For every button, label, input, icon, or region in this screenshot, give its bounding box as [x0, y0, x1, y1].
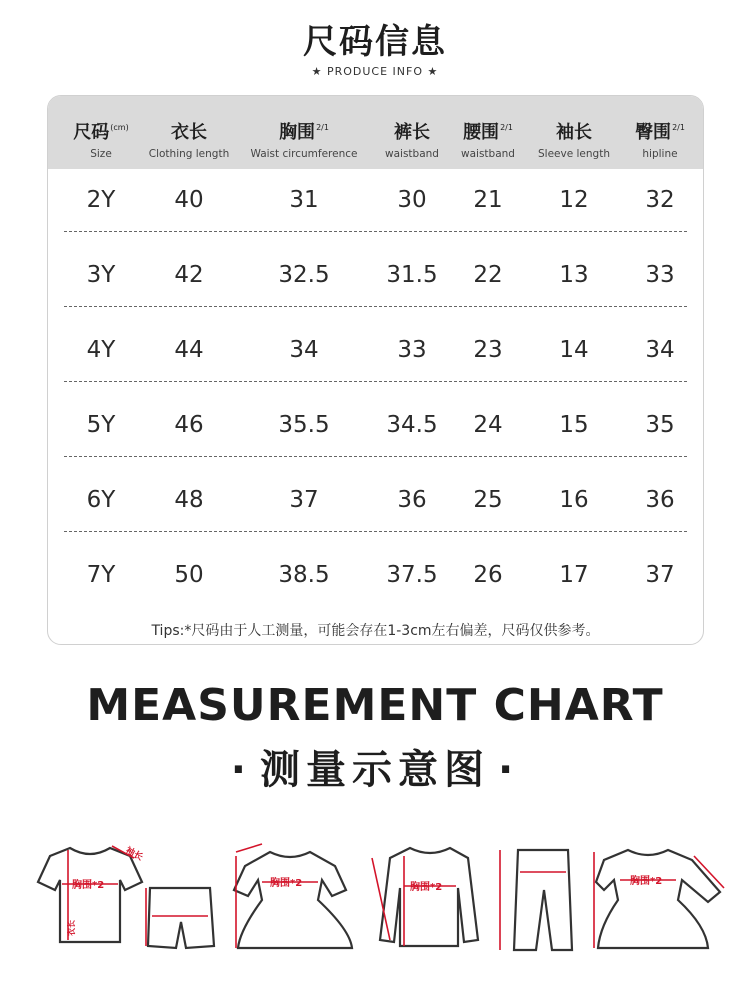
- table-row: [48, 469, 703, 544]
- header-en: Size: [90, 148, 112, 160]
- table-cell: 32.5: [278, 262, 330, 288]
- measurement-title: MEASUREMENT CHART: [86, 680, 664, 731]
- header-en: Clothing length: [148, 148, 230, 160]
- page-subtitle: ★ PRODUCE INFO ★: [311, 65, 439, 78]
- chest-label: 胸围*2: [410, 882, 443, 893]
- table-cell: 50: [174, 562, 204, 588]
- table-cell: 13: [559, 262, 589, 288]
- header-unit: 2/1: [316, 123, 329, 132]
- header-unit: 2/1: [672, 123, 685, 132]
- table-cell: 3Y: [86, 262, 116, 288]
- table-cell: 7Y: [86, 562, 116, 588]
- header-en: hipline: [642, 148, 678, 160]
- column-header-pants-length: [370, 96, 454, 169]
- chest-label: 胸围*2: [270, 878, 303, 889]
- table-cell: 34: [645, 337, 675, 363]
- table-cell: 42: [174, 262, 204, 288]
- chest-label: 胸围*2: [72, 880, 105, 891]
- header-en: waistband: [385, 148, 439, 160]
- table-cell: 34.5: [386, 412, 438, 438]
- header-cn: 衣长: [171, 122, 207, 143]
- table-cell: 2Y: [86, 187, 116, 213]
- table-cell: 14: [559, 337, 589, 363]
- measurement-subtitle-text: 测量示意图: [260, 747, 490, 793]
- header-cn: 裤长: [394, 122, 430, 143]
- header-cn: 尺码: [73, 122, 110, 143]
- column-header-chest: [244, 96, 364, 169]
- table-cell: 36: [645, 487, 675, 513]
- header-cn: 腰围: [463, 122, 500, 143]
- pants-measure-lines: [500, 850, 566, 950]
- header-unit: 2/1: [500, 123, 513, 132]
- row-divider: [64, 531, 687, 532]
- table-cell: 23: [473, 337, 503, 363]
- table-cell: 26: [473, 562, 503, 588]
- table-cell: 30: [397, 187, 427, 213]
- pants-icon: [514, 850, 572, 950]
- table-row: [48, 394, 703, 469]
- garment-illustrations: [0, 830, 750, 970]
- table-cell: 16: [559, 487, 589, 513]
- header-cn: 袖长: [556, 122, 592, 143]
- column-header-waist: [446, 96, 530, 169]
- table-cell: 33: [645, 262, 675, 288]
- column-header-sleeve: [530, 96, 618, 169]
- row-divider: [64, 231, 687, 232]
- table-cell: 46: [174, 412, 204, 438]
- size-table: [47, 95, 704, 645]
- long-sleeve-top-icon: [380, 848, 478, 946]
- header-en: Waist circumference: [250, 148, 358, 160]
- header-en: waistband: [461, 148, 515, 160]
- table-cell: 31.5: [386, 262, 438, 288]
- table-cell: 32: [645, 187, 675, 213]
- bullet-dot: ·: [230, 747, 252, 793]
- table-cell: 33: [397, 337, 427, 363]
- column-header-clothing-length: [142, 96, 236, 169]
- dress-icon: [234, 852, 352, 948]
- table-cell: 15: [559, 412, 589, 438]
- tshirt-icon: [38, 848, 142, 942]
- table-cell: 36: [397, 487, 427, 513]
- table-header: [48, 96, 703, 169]
- header-en: Sleeve length: [538, 148, 610, 160]
- table-cell: 35.5: [278, 412, 330, 438]
- header-cn: 臀围: [635, 122, 672, 143]
- bullet-dot: ·: [498, 747, 520, 793]
- table-cell: 44: [174, 337, 204, 363]
- table-row: [48, 244, 703, 319]
- chest-label: 胸围*2: [630, 876, 663, 887]
- table-cell: 24: [473, 412, 503, 438]
- table-cell: 17: [559, 562, 589, 588]
- tips-note: Tips:*尺码由于人工测量，可能会存在1-3cm左右偏差，尺码仅供参考。: [151, 623, 600, 639]
- table-cell: 48: [174, 487, 204, 513]
- row-divider: [64, 381, 687, 382]
- table-cell: 31: [289, 187, 319, 213]
- header-unit: (cm): [110, 123, 129, 132]
- table-row: [48, 544, 703, 619]
- table-cell: 21: [473, 187, 503, 213]
- header: [0, 14, 750, 78]
- measurement-subtitle: [0, 738, 750, 795]
- table-row: [48, 169, 703, 244]
- table-cell: 34: [289, 337, 319, 363]
- table-cell: 40: [174, 187, 204, 213]
- shorts-icon: [148, 888, 214, 948]
- table-cell: 25: [473, 487, 503, 513]
- table-cell: 37: [645, 562, 675, 588]
- table-cell: 5Y: [86, 412, 116, 438]
- table-cell: 6Y: [86, 487, 116, 513]
- table-cell: 35: [645, 412, 675, 438]
- sleeve-label: 袖长: [123, 845, 145, 864]
- table-row: [48, 319, 703, 394]
- column-header-hip: [618, 96, 702, 169]
- row-divider: [64, 456, 687, 457]
- page-title: 尺码信息: [303, 22, 447, 62]
- column-header-size: [56, 96, 146, 169]
- table-cell: 37.5: [386, 562, 438, 588]
- table-cell: 22: [473, 262, 503, 288]
- header-cn: 胸围: [279, 122, 316, 143]
- table-cell: 37: [289, 487, 319, 513]
- table-cell: 4Y: [86, 337, 116, 363]
- length-label: 衣长: [67, 920, 76, 936]
- table-cell: 12: [559, 187, 589, 213]
- table-cell: 38.5: [278, 562, 330, 588]
- row-divider: [64, 306, 687, 307]
